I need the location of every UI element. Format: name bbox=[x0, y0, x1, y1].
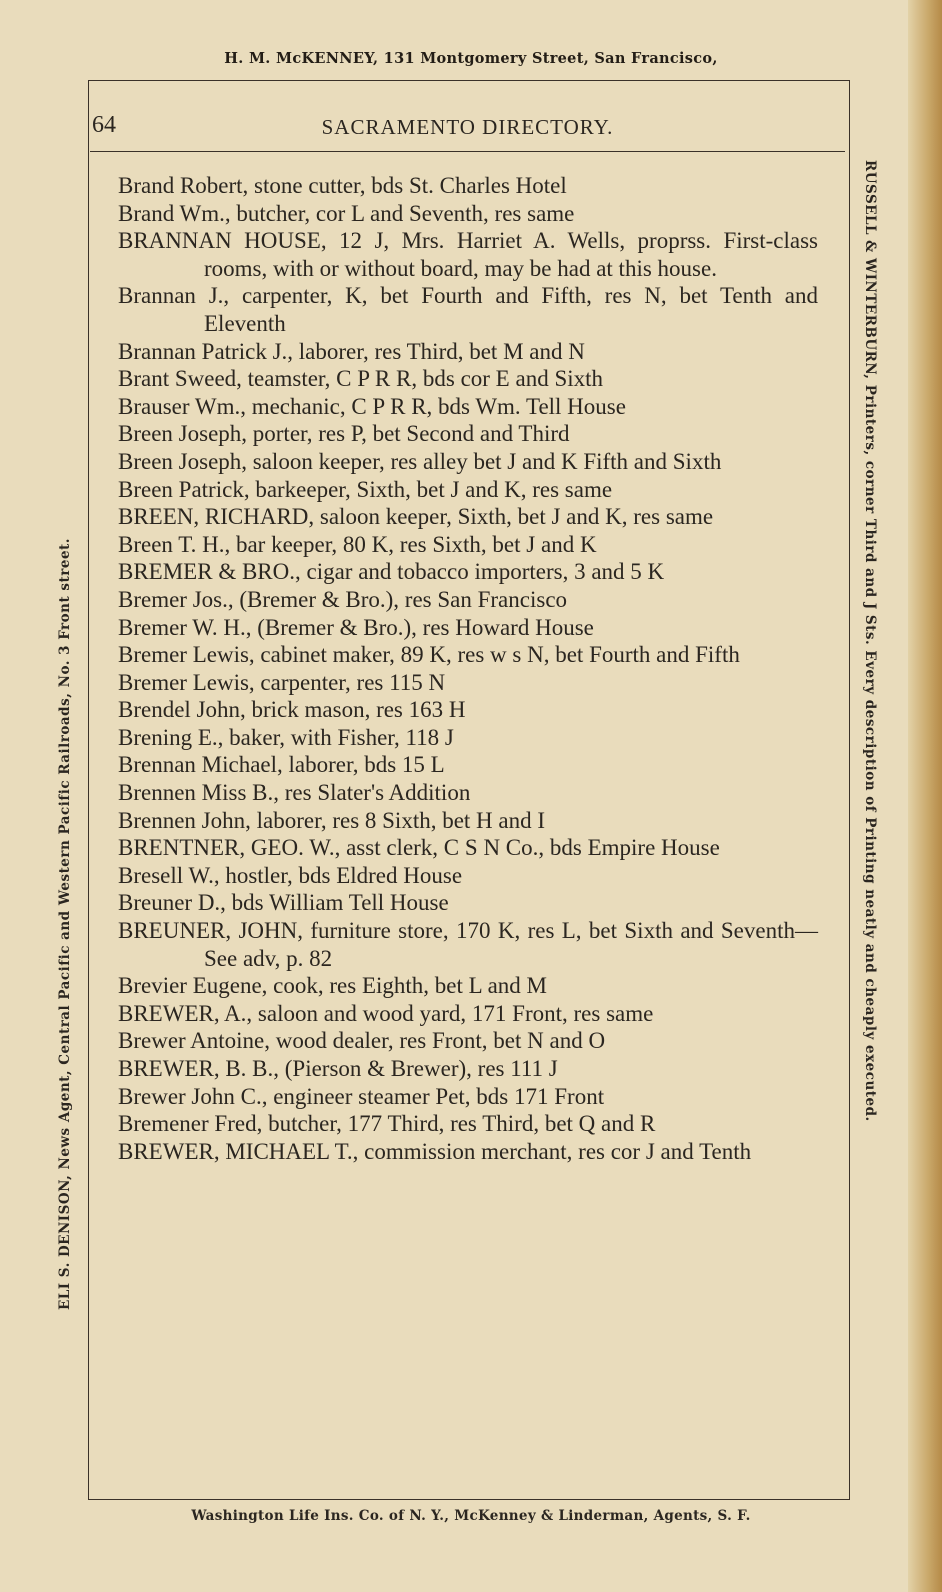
directory-entry: Brannan J., carpenter, K, bet Fourth and Fifth, res N, bet Tenth and Eleventh bbox=[118, 283, 818, 336]
directory-entry: Bremer Lewis, cabinet maker, 89 K, res w s N, bet Fourth and Fifth bbox=[118, 642, 740, 668]
top-advertisement-banner: H. M. McKENNEY, 131 Montgomery Street, San Francisco, bbox=[224, 50, 718, 67]
directory-entry: BRENTNER, GEO. W., asst clerk, C S N Co., bds Empire House bbox=[118, 835, 720, 861]
directory-entry: BREEN, RICHARD, saloon keeper, Sixth, bet J and K, res same bbox=[118, 504, 714, 530]
directory-entries bbox=[118, 172, 818, 1165]
directory-entry: Brennen Miss B., res Slater's Addition bbox=[118, 780, 471, 806]
page-number: 64 bbox=[92, 112, 116, 138]
directory-entry: Brand Wm., butcher, cor L and Seventh, res same bbox=[118, 200, 575, 226]
directory-entry: Bremer W. H., (Bremer & Bro.), res Howard House bbox=[118, 614, 594, 640]
directory-entry: Breen Joseph, porter, res P, bet Second and Third bbox=[118, 421, 570, 447]
directory-entry: Brennan Michael, laborer, bds 15 L bbox=[118, 752, 445, 778]
directory-entry: Breuner D., bds William Tell House bbox=[118, 890, 449, 916]
directory-entry: Brendel John, brick mason, res 163 H bbox=[118, 697, 466, 723]
directory-entry: Brewer John C., engineer steamer Pet, bds 171 Front bbox=[118, 1083, 605, 1109]
directory-entry: Bremener Fred, butcher, 177 Third, res Third, bet Q and R bbox=[118, 1111, 656, 1137]
directory-entry: Breen Patrick, barkeeper, Sixth, bet J and K, res same bbox=[118, 476, 613, 502]
directory-entry: Brauser Wm., mechanic, C P R R, bds Wm. Tell House bbox=[118, 393, 626, 419]
directory-entry: BRANNAN HOUSE, 12 J, Mrs. Harriet A. Wells, proprss. First-class rooms, with or without board, may be had at this house. bbox=[118, 228, 818, 281]
right-margin-advertisement: RUSSELL & WINTERBURN, Printers, corner Third and J Sts. Every description of Printing neatly and cheaply executed. bbox=[862, 160, 878, 1122]
left-margin-advertisement: ELI S. DENISON, News Agent, Central Pacific and Western Pacific Railroads, No. 3 Front street. bbox=[57, 538, 73, 1310]
directory-entry: BREWER, B. B., (Pierson & Brewer), res 111 J bbox=[118, 1056, 558, 1081]
bottom-advertisement-banner: Washington Life Ins. Co. of N. Y., McKenney & Linderman, Agents, S. F. bbox=[191, 1508, 751, 1524]
directory-entry: Brand Robert, stone cutter, bds St. Charles Hotel bbox=[118, 173, 567, 198]
header-rule bbox=[90, 151, 845, 153]
directory-entry: Breen Joseph, saloon keeper, res alley bet J and K Fifth and Sixth bbox=[118, 448, 722, 474]
running-head: SACRAMENTO DIRECTORY. bbox=[321, 115, 614, 139]
directory-entry: Bresell W., hostler, bds Eldred House bbox=[118, 862, 463, 888]
directory-entry: Brennen John, laborer, res 8 Sixth, bet H and I bbox=[118, 807, 546, 833]
directory-entry: Bremer Jos., (Bremer & Bro.), res San Francisco bbox=[118, 586, 568, 612]
directory-entry: BREUNER, JOHN, furniture store, 170 K, res L, bet Sixth and Seventh—See adv, p. 82 bbox=[118, 918, 818, 971]
directory-entry: Brannan Patrick J., laborer, res Third, bet M and N bbox=[118, 338, 585, 364]
directory-entry: Bremer Lewis, carpenter, res 115 N bbox=[118, 669, 446, 695]
directory-entry: BREWER, MICHAEL T., commission merchant, res cor J and Tenth bbox=[118, 1138, 752, 1164]
page-edge bbox=[908, 0, 942, 1592]
directory-entry: BREMER & BRO., cigar and tobacco importers, 3 and 5 K bbox=[118, 559, 665, 585]
directory-entry: Brening E., baker, with Fisher, 118 J bbox=[118, 724, 454, 750]
page-header bbox=[90, 112, 845, 142]
directory-entry: Brevier Eugene, cook, res Eighth, bet L and M bbox=[118, 973, 547, 999]
directory-entry: BREWER, A., saloon and wood yard, 171 Front, res same bbox=[118, 1000, 654, 1026]
directory-entry: Brewer Antoine, wood dealer, res Front, bet N and O bbox=[118, 1028, 606, 1054]
directory-entry: Brant Sweed, teamster, C P R R, bds cor E and Sixth bbox=[118, 366, 604, 392]
directory-entry: Breen T. H., bar keeper, 80 K, res Sixth, bet J and K bbox=[118, 531, 597, 557]
